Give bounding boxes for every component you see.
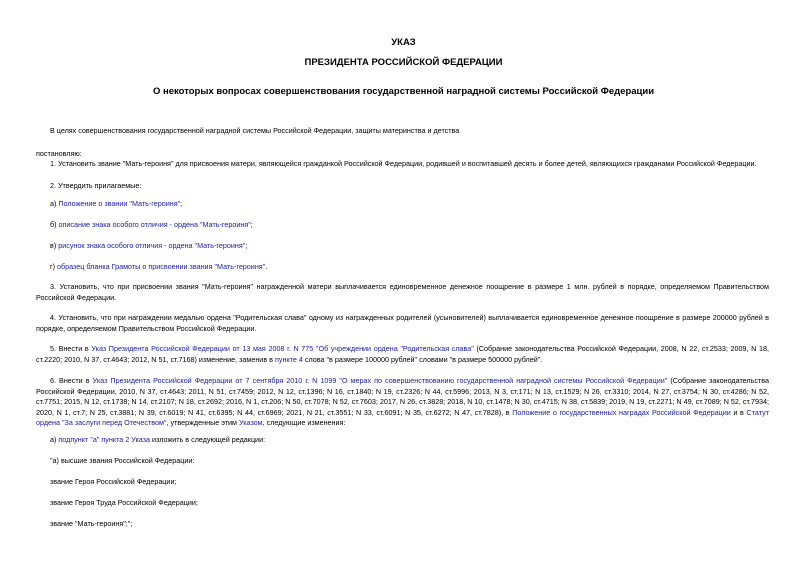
decree-word: постановляю: [36, 149, 82, 158]
link-ukaz-775[interactable]: Указ Президента Российской Федерации от 13 мая 2008 г. N 775 "Об учреждении ордена "Родительская слава" [91, 344, 474, 353]
quote-line-3: звание Героя Труда Российской Федерации; [50, 498, 198, 507]
link-statut-ordena[interactable]: Статут ордена "За заслуги перед Отечеством" [36, 407, 769, 427]
link-opisanie-znaka[interactable]: описание знака особого отличия - ордена "Мать-героиня" [58, 220, 251, 229]
quote-line-1: "а) высшие звания Российской Федерации: [50, 456, 195, 465]
item-a-prefix: а) [50, 435, 59, 444]
paragraph-5 [36, 344, 769, 365]
paragraph-1: 1. Установить звание "Мать-героиня" для присвоения матери, являющейся гражданкой Российской Федерации, родившей и воспитавшей десять и более детей, являющихся гражданами Российской Федерации. [50, 159, 757, 168]
item-2b-suffix: ; [250, 220, 253, 229]
paragraph-2: 2. Утвердить прилагаемые: [50, 181, 142, 190]
link-ukaza[interactable]: Указа [131, 435, 151, 444]
link-podpunkt-a[interactable]: подпункт "а" пункта 2 [58, 435, 130, 444]
link-punkt-4[interactable]: пункте 4 [274, 354, 303, 364]
doc-heading: О некоторых вопросах совершенствования государственной наградной системы Российской Федерации [152, 86, 655, 97]
p6-text-2: (Собрание законодательства Российской Федерации, 2010, N 37, ст.4643; 2011, N 51, ст.7459; 2012, N 12, ст.1396; N 16, ст.1840; N 19, ст.2326; N 44, ст.5996; 2013, N 3, ст.171; N 13, ст.1529; N 26, ст.3310; 2014, N 27, ст.3754; N 30, ст.4286; N 52, ст.7751; 2015, N 12, ст.1738; N 14, ст.2107; N 18, ст.2692; 2016, N 1, ст.206; N 50, ст.7078; N 52, ст.7603; 2017, N 26, ст.3828; 2018, N 10, ст.1478; N 30, ст.4715; N 38, ст.5839; 2019, N 19, ст.2271; N 49, ст.7089; N 52, ст.7934; 2020, N 1, ст.7; N 25, ст.3881; N 39, ст.6019; N 41, ст.6395; N 44, ст.6969; 2021, N 21, ст.3551; N 33, ст.6091; N 35, ст.6272; N 47, ст.7828), в [36, 376, 769, 417]
paragraph-3: 3. Установить, что при присвоении звания "Мать-героиня" награжденной матери выплачивается единовременное денежное поощрение в размере 1 млн. рублей в порядке, определяемом Правительством Российской Федерации. [36, 282, 769, 302]
item-2a-suffix: ; [180, 199, 183, 208]
item-a [50, 435, 265, 446]
paragraph-4: 4. Установить, что при награждении медалью ордена "Родительская слава" одному из награжденных родителей (усыновителей) выплачивается единовременное денежное поощрение в размере 200000 рублей в порядке, определяемом Правительством Российской Федерации. [36, 313, 769, 333]
p5-text-3: слова "в размере 100000 рублей" словами "в размере 500000 рублей". [302, 354, 543, 364]
item-2b [50, 220, 253, 231]
link-obrazec-blanka[interactable]: образец бланка Грамоты о присвоении звания "Мать-героиня" [57, 262, 266, 271]
item-2b-prefix: б) [50, 220, 59, 229]
p6-text-3: и в [730, 407, 747, 417]
p6-text-5: , следующие изменения: [262, 418, 346, 427]
link-polozhenie-mat-geroinya[interactable]: Положение о звании "Мать-героиня" [58, 199, 181, 208]
item-2d-prefix: г) [50, 262, 58, 271]
item-2a-prefix: а) [50, 199, 59, 208]
link-risunok-znaka[interactable]: рисунок знака особого отличия - ордена "Мать-героиня" [58, 241, 246, 250]
item-2d [50, 262, 267, 273]
intro-paragraph: В целях совершенствования государственной наградной системы Российской Федерации, защиты материнства и детства [50, 126, 460, 135]
p5-text-1: 5. Внести в [50, 344, 92, 353]
item-2d-suffix: . [265, 262, 268, 271]
p5-text-2: (Собрание законодательства Российской Федерации, 2008, N 22, ст.2533; 2009, N 18, ст.2220; 2010, N 37, ст.4643; 2012, N 51, ст.7168) изменение, заменив в [36, 344, 770, 364]
item-a-suffix: изложить в следующей редакции: [150, 435, 266, 444]
item-2a [50, 199, 182, 210]
doc-title: УКАЗ [391, 37, 416, 48]
p6-text-1: 6. Внести в [50, 376, 93, 385]
item-2c-prefix: в) [50, 241, 59, 250]
quote-line-2: звание Героя Российской Федерации; [50, 477, 177, 486]
item-2c-suffix: ; [245, 241, 248, 250]
doc-subtitle: ПРЕЗИДЕНТА РОССИЙСКОЙ ФЕДЕРАЦИИ [304, 57, 503, 68]
link-polozhenie-nagrady[interactable]: Положение о государственных наградах Российской Федерации [512, 407, 731, 417]
link-ukazom[interactable]: Указом [238, 418, 263, 427]
link-ukaz-1099[interactable]: Указ Президента Российской Федерации от 7 сентября 2010 г. N 1099 "О мерах по совершенствованию государственной наградной системы Российской Федерации" [92, 376, 668, 385]
p6-text-4: , утвержденные этим [166, 418, 239, 427]
item-2c [50, 241, 247, 252]
quote-line-4: звание "Мать-героиня";"; [50, 519, 133, 528]
paragraph-6 [36, 376, 769, 429]
